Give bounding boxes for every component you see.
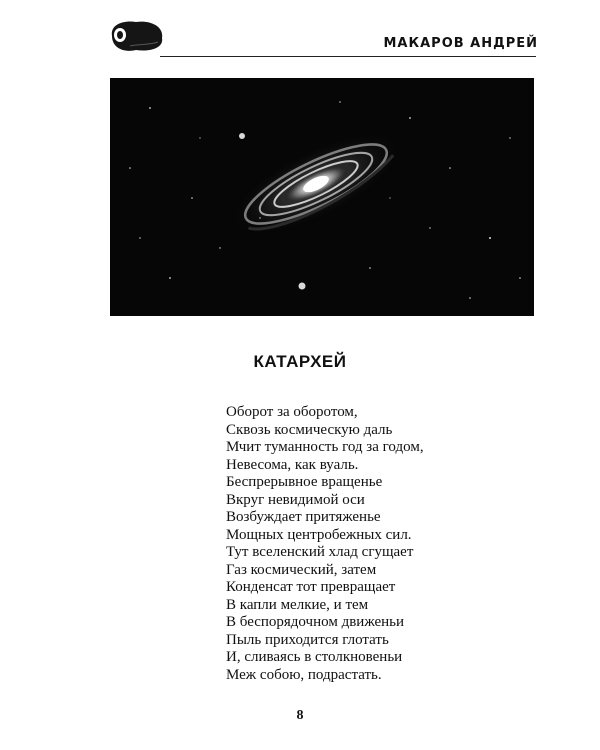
poem-line: Возбуждает притяженье <box>226 509 381 525</box>
poem-line: Сквозь космическую даль <box>226 421 393 438</box>
poem-line: Мощных центробежных сил. <box>226 526 412 543</box>
author-name: МАКАРОВ АНДРЕЙ <box>383 36 538 51</box>
poem-line: Вкруг невидимой оси <box>226 491 365 508</box>
poem-line: Мчит туманность год за годом, <box>226 439 424 455</box>
poem-text <box>226 404 424 684</box>
page-number: 8 <box>296 708 304 723</box>
poem-line: Конденсат тот превращает <box>226 579 396 595</box>
header-rule <box>160 56 536 57</box>
poem-line: Невесома, как вуаль. <box>226 456 359 473</box>
ink-blot-ornament-icon <box>106 18 166 54</box>
poem-line: Тут вселенский хлад сгущает <box>226 544 414 560</box>
poem-line: Газ космический, затем <box>226 561 377 578</box>
poem-line: Беспрерывное вращенье <box>226 474 383 490</box>
poem-title: КАТАРХЕЙ <box>253 352 347 371</box>
poem-line: Оборот за оборотом, <box>226 404 358 420</box>
poem-line: В капли мелкие, и тем <box>226 596 369 613</box>
poem-line: И, сливаясь в столкновеньи <box>226 649 403 665</box>
poem-line: В беспорядочном движеньи <box>226 614 405 630</box>
poem-line: Пыль приходится глотать <box>226 631 389 648</box>
galaxy-photo <box>110 78 534 316</box>
poem-line: Меж собою, подрастать. <box>226 666 382 683</box>
spiral-galaxy-photo-icon <box>110 78 534 316</box>
